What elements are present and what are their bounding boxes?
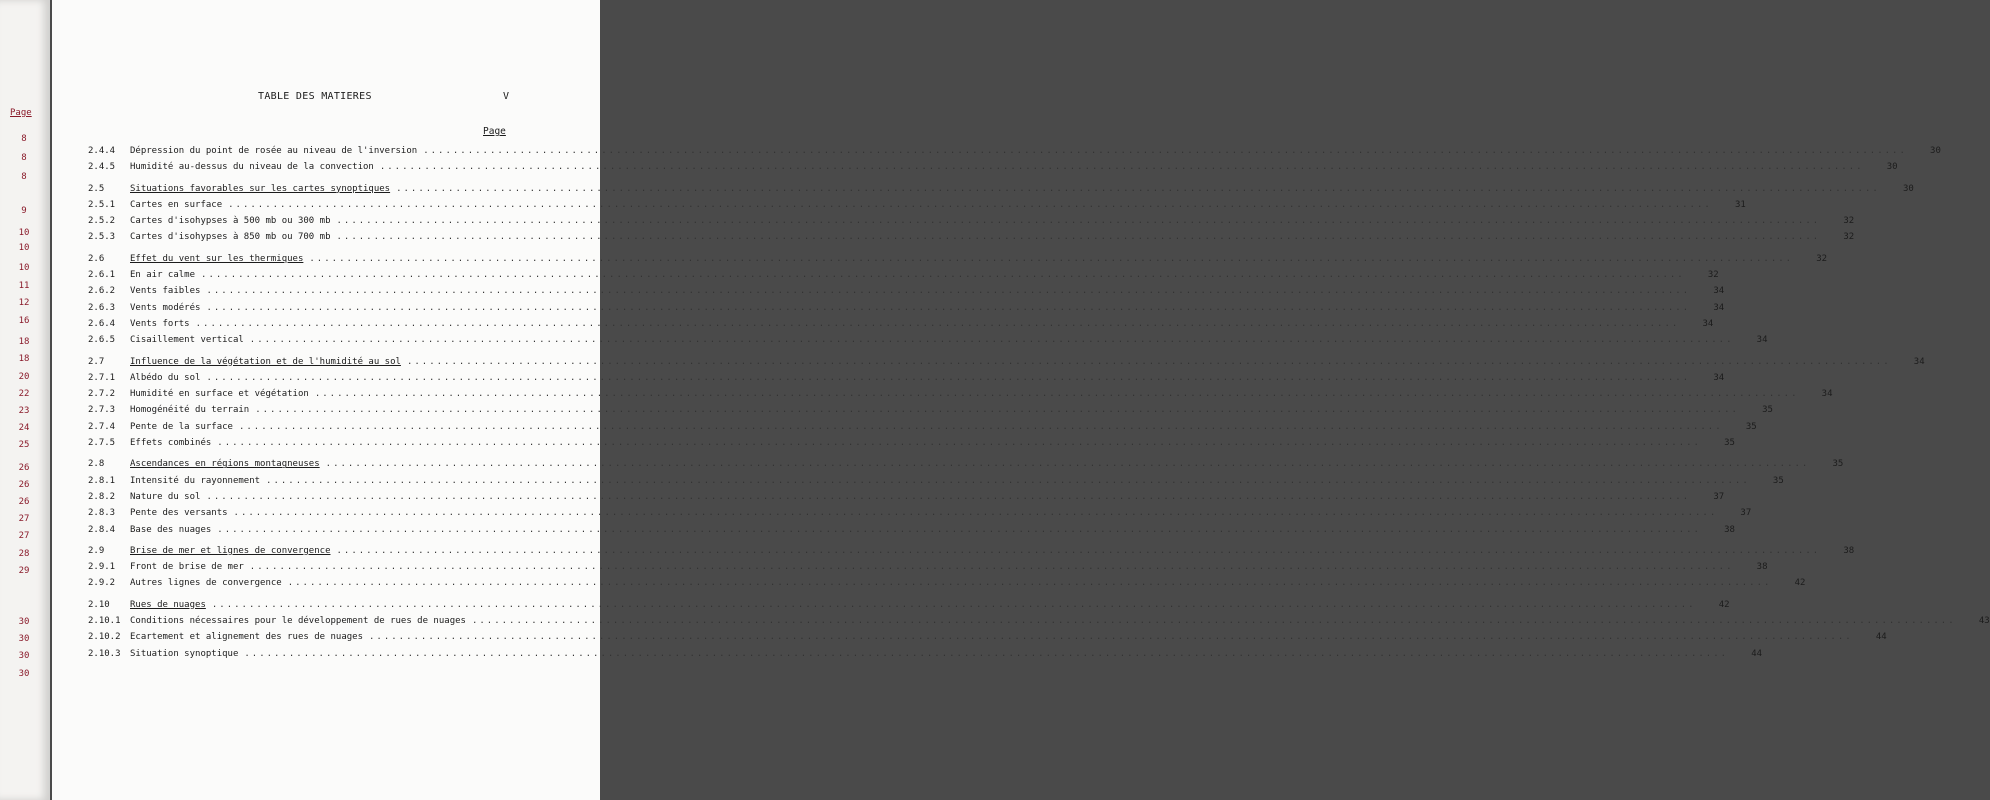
toc-entry (88, 216, 1855, 232)
toc-entry-page: 43 (1978, 616, 1990, 627)
toc-entry (88, 318, 1714, 335)
toc-leader-dots: ........................................................................................................................................................................................................ (309, 253, 1794, 264)
previous-page-number: 28 (18, 549, 30, 559)
toc-entry (88, 545, 1855, 562)
page-column-header: Page (483, 126, 506, 137)
previous-page-number: 10 (18, 228, 30, 238)
toc-entry (88, 372, 1725, 389)
toc-entry-number: 2.7.4 (88, 421, 116, 432)
previous-page-number: 24 (18, 423, 30, 433)
toc-entry-number: 2.9.2 (88, 578, 116, 589)
toc-entry (88, 270, 1719, 286)
previous-page-number: 16 (18, 316, 30, 326)
toc-entry (88, 302, 1725, 319)
toc-entry (88, 491, 1725, 508)
toc-entry-title: Ecartement et alignement des rues de nuages (130, 632, 363, 643)
toc-leader-dots: ........................................................................................................................................................................................................ (406, 356, 1891, 367)
toc-entry-page: 34 (1702, 318, 1714, 329)
toc-entry-page: 34 (1913, 356, 1925, 367)
toc-entry (88, 335, 1768, 351)
toc-leader-dots: ........................................................................................................................................................................................................ (255, 405, 1739, 416)
previous-page-number: 30 (18, 634, 30, 644)
toc-entry (88, 599, 1730, 616)
previous-page-number: 10 (18, 263, 30, 273)
toc-entry-title: Conditions nécessaires pour le développement de rues de nuages (130, 616, 466, 627)
toc-entry-page: 44 (1751, 648, 1763, 659)
toc-entry (88, 183, 1914, 200)
toc-entry-title: Situation synoptique (130, 648, 239, 659)
toc-leader-dots: ........................................................................................................................................................................................................ (336, 232, 1821, 243)
toc-entry (88, 438, 1735, 454)
toc-leader-dots: ........................................................................................................................................................................................................ (201, 270, 1685, 281)
toc-entry-page: 30 (1886, 162, 1898, 173)
toc-leader-dots: ........................................................................................................................................................................................................ (249, 335, 1734, 346)
toc-leader-dots: ........................................................................................................................................................................................................ (195, 318, 1680, 329)
toc-entry (88, 648, 1763, 665)
toc-entry-page: 32 (1816, 253, 1828, 264)
toc-entry-number: 2.8.2 (88, 491, 116, 502)
toc-entry-number: 2.10 (88, 599, 110, 610)
previous-page-number: 18 (18, 354, 30, 364)
table-of-contents (88, 146, 1990, 665)
toc-entry (88, 508, 1752, 524)
toc-entry-page: 42 (1718, 599, 1730, 610)
toc-entry-title: Pente des versants (130, 508, 228, 519)
toc-leader-dots: ........................................................................................................................................................................................................ (423, 146, 1907, 156)
toc-entry-title: Nature du sol (130, 491, 201, 502)
toc-entry-page: 34 (1756, 335, 1768, 346)
toc-entry-title: Situations favorables sur les cartes synoptiques (130, 183, 391, 194)
toc-entry-page: 42 (1794, 578, 1806, 589)
toc-entry (88, 253, 1828, 270)
toc-entry-number: 2.6.5 (88, 335, 116, 346)
toc-entry-page: 37 (1713, 491, 1725, 502)
page-title: TABLE DES MATIERES (258, 91, 372, 102)
toc-entry-title: Dépression du point de rosée au niveau de l'inversion (130, 146, 418, 156)
toc-entry-page: 44 (1875, 632, 1887, 643)
toc-entry-title: Base des nuages (130, 524, 212, 535)
toc-entry-number: 2.8.3 (88, 508, 116, 519)
previous-page-edge (0, 0, 50, 800)
toc-leader-dots: ........................................................................................................................................................................................................ (249, 562, 1734, 573)
toc-entry-title: Cartes d'isohypses à 850 mb ou 700 mb (130, 232, 331, 243)
toc-entry-title: Albédo du sol (130, 372, 201, 383)
previous-page-number: 27 (18, 514, 30, 524)
previous-page-number: 12 (18, 298, 30, 308)
toc-leader-dots: ........................................................................................................................................................................................................ (217, 524, 1701, 535)
toc-entry-title: Effets combinés (130, 438, 212, 449)
toc-entry-page: 34 (1713, 302, 1725, 313)
toc-leader-dots: ........................................................................................................................................................................................................ (266, 475, 1750, 486)
previous-page-number: 9 (21, 206, 27, 216)
toc-entry-number: 2.5.3 (88, 232, 116, 243)
toc-entry-page: 30 (1930, 146, 1941, 156)
toc-entry (88, 578, 1806, 594)
toc-entry-title: Cartes en surface (130, 199, 223, 210)
toc-leader-dots: ........................................................................................................................................................................................................ (244, 648, 1729, 659)
toc-entry-title: Humidité en surface et végétation (130, 389, 309, 400)
toc-entry-page: 31 (1734, 199, 1746, 210)
previous-page-number: 26 (18, 463, 30, 473)
toc-leader-dots: ........................................................................................................................................................................................................ (287, 578, 1772, 589)
toc-entry-number: 2.5.2 (88, 216, 116, 227)
toc-entry-page: 35 (1772, 475, 1784, 486)
toc-leader-dots: ........................................................................................................................................................................................................ (325, 459, 1810, 470)
main-page (52, 0, 1990, 800)
toc-entry-number: 2.6.2 (88, 286, 116, 297)
toc-entry-number: 2.7.5 (88, 438, 116, 449)
toc-entry-page: 32 (1843, 216, 1855, 227)
toc-leader-dots: ........................................................................................................................................................................................................ (217, 438, 1701, 449)
toc-entry-title: Rues de nuages (130, 599, 206, 610)
toc-entry-title: Vents modérés (130, 302, 201, 313)
toc-leader-dots: ........................................................................................................................................................................................................ (471, 616, 1956, 627)
toc-entry-number: 2.10.1 (88, 616, 121, 627)
toc-entry-number: 2.4.5 (88, 162, 116, 173)
toc-entry-number: 2.7.1 (88, 372, 116, 383)
toc-leader-dots: ........................................................................................................................................................................................................ (336, 545, 1821, 556)
toc-entry (88, 232, 1855, 248)
previous-page-number: 18 (18, 337, 30, 347)
toc-entry-page: 34 (1713, 286, 1725, 297)
toc-entry-number: 2.7.2 (88, 389, 116, 400)
toc-entry-number: 2.8 (88, 459, 105, 470)
toc-entry-title: Autres lignes de convergence (130, 578, 282, 589)
toc-entry-title: Cisaillement vertical (130, 335, 244, 346)
previous-page-number: 20 (18, 372, 30, 382)
toc-entry-page: 32 (1707, 270, 1719, 281)
toc-entry-title: Influence de la végétation et de l'humidité au sol (130, 356, 401, 367)
toc-entry-page: 34 (1713, 372, 1725, 383)
toc-entry-number: 2.5 (88, 183, 105, 194)
toc-entry-number: 2.7 (88, 356, 105, 367)
toc-entry-page: 34 (1821, 389, 1833, 400)
previous-page-number: 26 (18, 480, 30, 490)
toc-entry-page: 32 (1843, 232, 1855, 243)
toc-entry-number: 2.6.3 (88, 302, 116, 313)
toc-leader-dots: ........................................................................................................................................................................................................ (228, 199, 1712, 210)
toc-entry (88, 146, 1941, 162)
toc-leader-dots: ........................................................................................................................................................................................................ (396, 183, 1880, 194)
toc-entry-title: Brise de mer et lignes de convergence (130, 545, 331, 556)
previous-page-label: Page (10, 108, 32, 118)
toc-entry-title: Ascendances en régions montagneuses (130, 459, 320, 470)
toc-leader-dots: ........................................................................................................................................................................................................ (379, 162, 1864, 173)
toc-entry (88, 162, 1898, 178)
toc-entry-page: 37 (1740, 508, 1752, 519)
toc-entry (88, 421, 1757, 438)
toc-entry (88, 405, 1773, 421)
toc-leader-dots: ........................................................................................................................................................................................................ (206, 302, 1691, 313)
toc-entry-number: 2.6.4 (88, 318, 116, 329)
toc-entry (88, 524, 1735, 541)
toc-entry-page: 35 (1724, 438, 1735, 449)
previous-page-number: 8 (21, 134, 27, 144)
previous-page-number: 8 (21, 153, 27, 163)
toc-entry-page: 38 (1843, 545, 1855, 556)
toc-entry-number: 2.6.1 (88, 270, 116, 281)
previous-page-number: 11 (18, 281, 30, 291)
previous-page-number: 25 (18, 440, 30, 450)
toc-entry-number: 2.10.2 (88, 632, 121, 643)
toc-entry (88, 286, 1725, 302)
toc-leader-dots: ........................................................................................................................................................................................................ (211, 599, 1696, 610)
toc-leader-dots: ........................................................................................................................................................................................................ (206, 491, 1691, 502)
toc-entry-page: 35 (1745, 421, 1757, 432)
toc-entry-title: Humidité au-dessus du niveau de la convection (130, 162, 374, 173)
toc-leader-dots: ........................................................................................................................................................................................................ (369, 632, 1853, 643)
toc-entry (88, 475, 1784, 492)
toc-leader-dots: ........................................................................................................................................................................................................ (206, 286, 1691, 297)
toc-entry (88, 459, 1844, 475)
previous-page-number: 30 (18, 617, 30, 627)
toc-entry-title: Vents faibles (130, 286, 201, 297)
toc-entry-title: Pente de la surface (130, 421, 233, 432)
toc-entry-title: Vents forts (130, 318, 190, 329)
toc-entry (88, 616, 1990, 632)
toc-entry-number: 2.9.1 (88, 562, 116, 573)
previous-page-number: 26 (18, 497, 30, 507)
toc-entry-title: Homogénéité du terrain (130, 405, 250, 416)
toc-entry (88, 356, 1925, 373)
toc-entry-number: 2.4.4 (88, 146, 116, 156)
toc-entry-title: Intensité du rayonnement (130, 475, 261, 486)
previous-page-number: 29 (18, 566, 30, 576)
toc-entry-page: 38 (1724, 524, 1735, 535)
previous-page-number: 10 (18, 243, 30, 253)
toc-entry-page: 35 (1762, 405, 1773, 416)
toc-entry-number: 2.8.1 (88, 475, 116, 486)
toc-leader-dots: ........................................................................................................................................................................................................ (206, 372, 1691, 383)
toc-entry-page: 38 (1756, 562, 1768, 573)
toc-entry-page: 35 (1832, 459, 1844, 470)
toc-leader-dots: ........................................................................................................................................................................................................ (238, 421, 1723, 432)
previous-page-number: 30 (18, 669, 30, 679)
toc-leader-dots: ........................................................................................................................................................................................................ (233, 508, 1718, 519)
toc-leader-dots: ........................................................................................................................................................................................................ (336, 216, 1821, 227)
toc-entry (88, 562, 1768, 578)
previous-page-number: 22 (18, 389, 30, 399)
toc-leader-dots: ........................................................................................................................................................................................................ (314, 389, 1799, 400)
toc-entry-number: 2.6 (88, 253, 105, 264)
toc-entry (88, 389, 1833, 405)
toc-entry-page: 30 (1902, 183, 1914, 194)
toc-entry-title: Effet du vent sur les thermiques (130, 253, 304, 264)
toc-entry-title: Cartes d'isohypses à 500 mb ou 300 mb (130, 216, 331, 227)
previous-page-number: 27 (18, 531, 30, 541)
toc-entry-number: 2.8.4 (88, 524, 116, 535)
toc-entry-number: 2.7.3 (88, 405, 116, 416)
previous-page-number: 8 (21, 172, 27, 182)
toc-entry-number: 2.5.1 (88, 199, 116, 210)
toc-entry (88, 199, 1746, 216)
toc-entry-title: En air calme (130, 270, 196, 281)
toc-entry (88, 632, 1887, 648)
previous-page-number: 30 (18, 651, 30, 661)
toc-entry-number: 2.10.3 (88, 648, 121, 659)
roman-page-number: V (503, 91, 510, 102)
toc-entry-number: 2.9 (88, 545, 105, 556)
toc-entry-title: Front de brise de mer (130, 562, 244, 573)
previous-page-number: 23 (18, 406, 30, 416)
